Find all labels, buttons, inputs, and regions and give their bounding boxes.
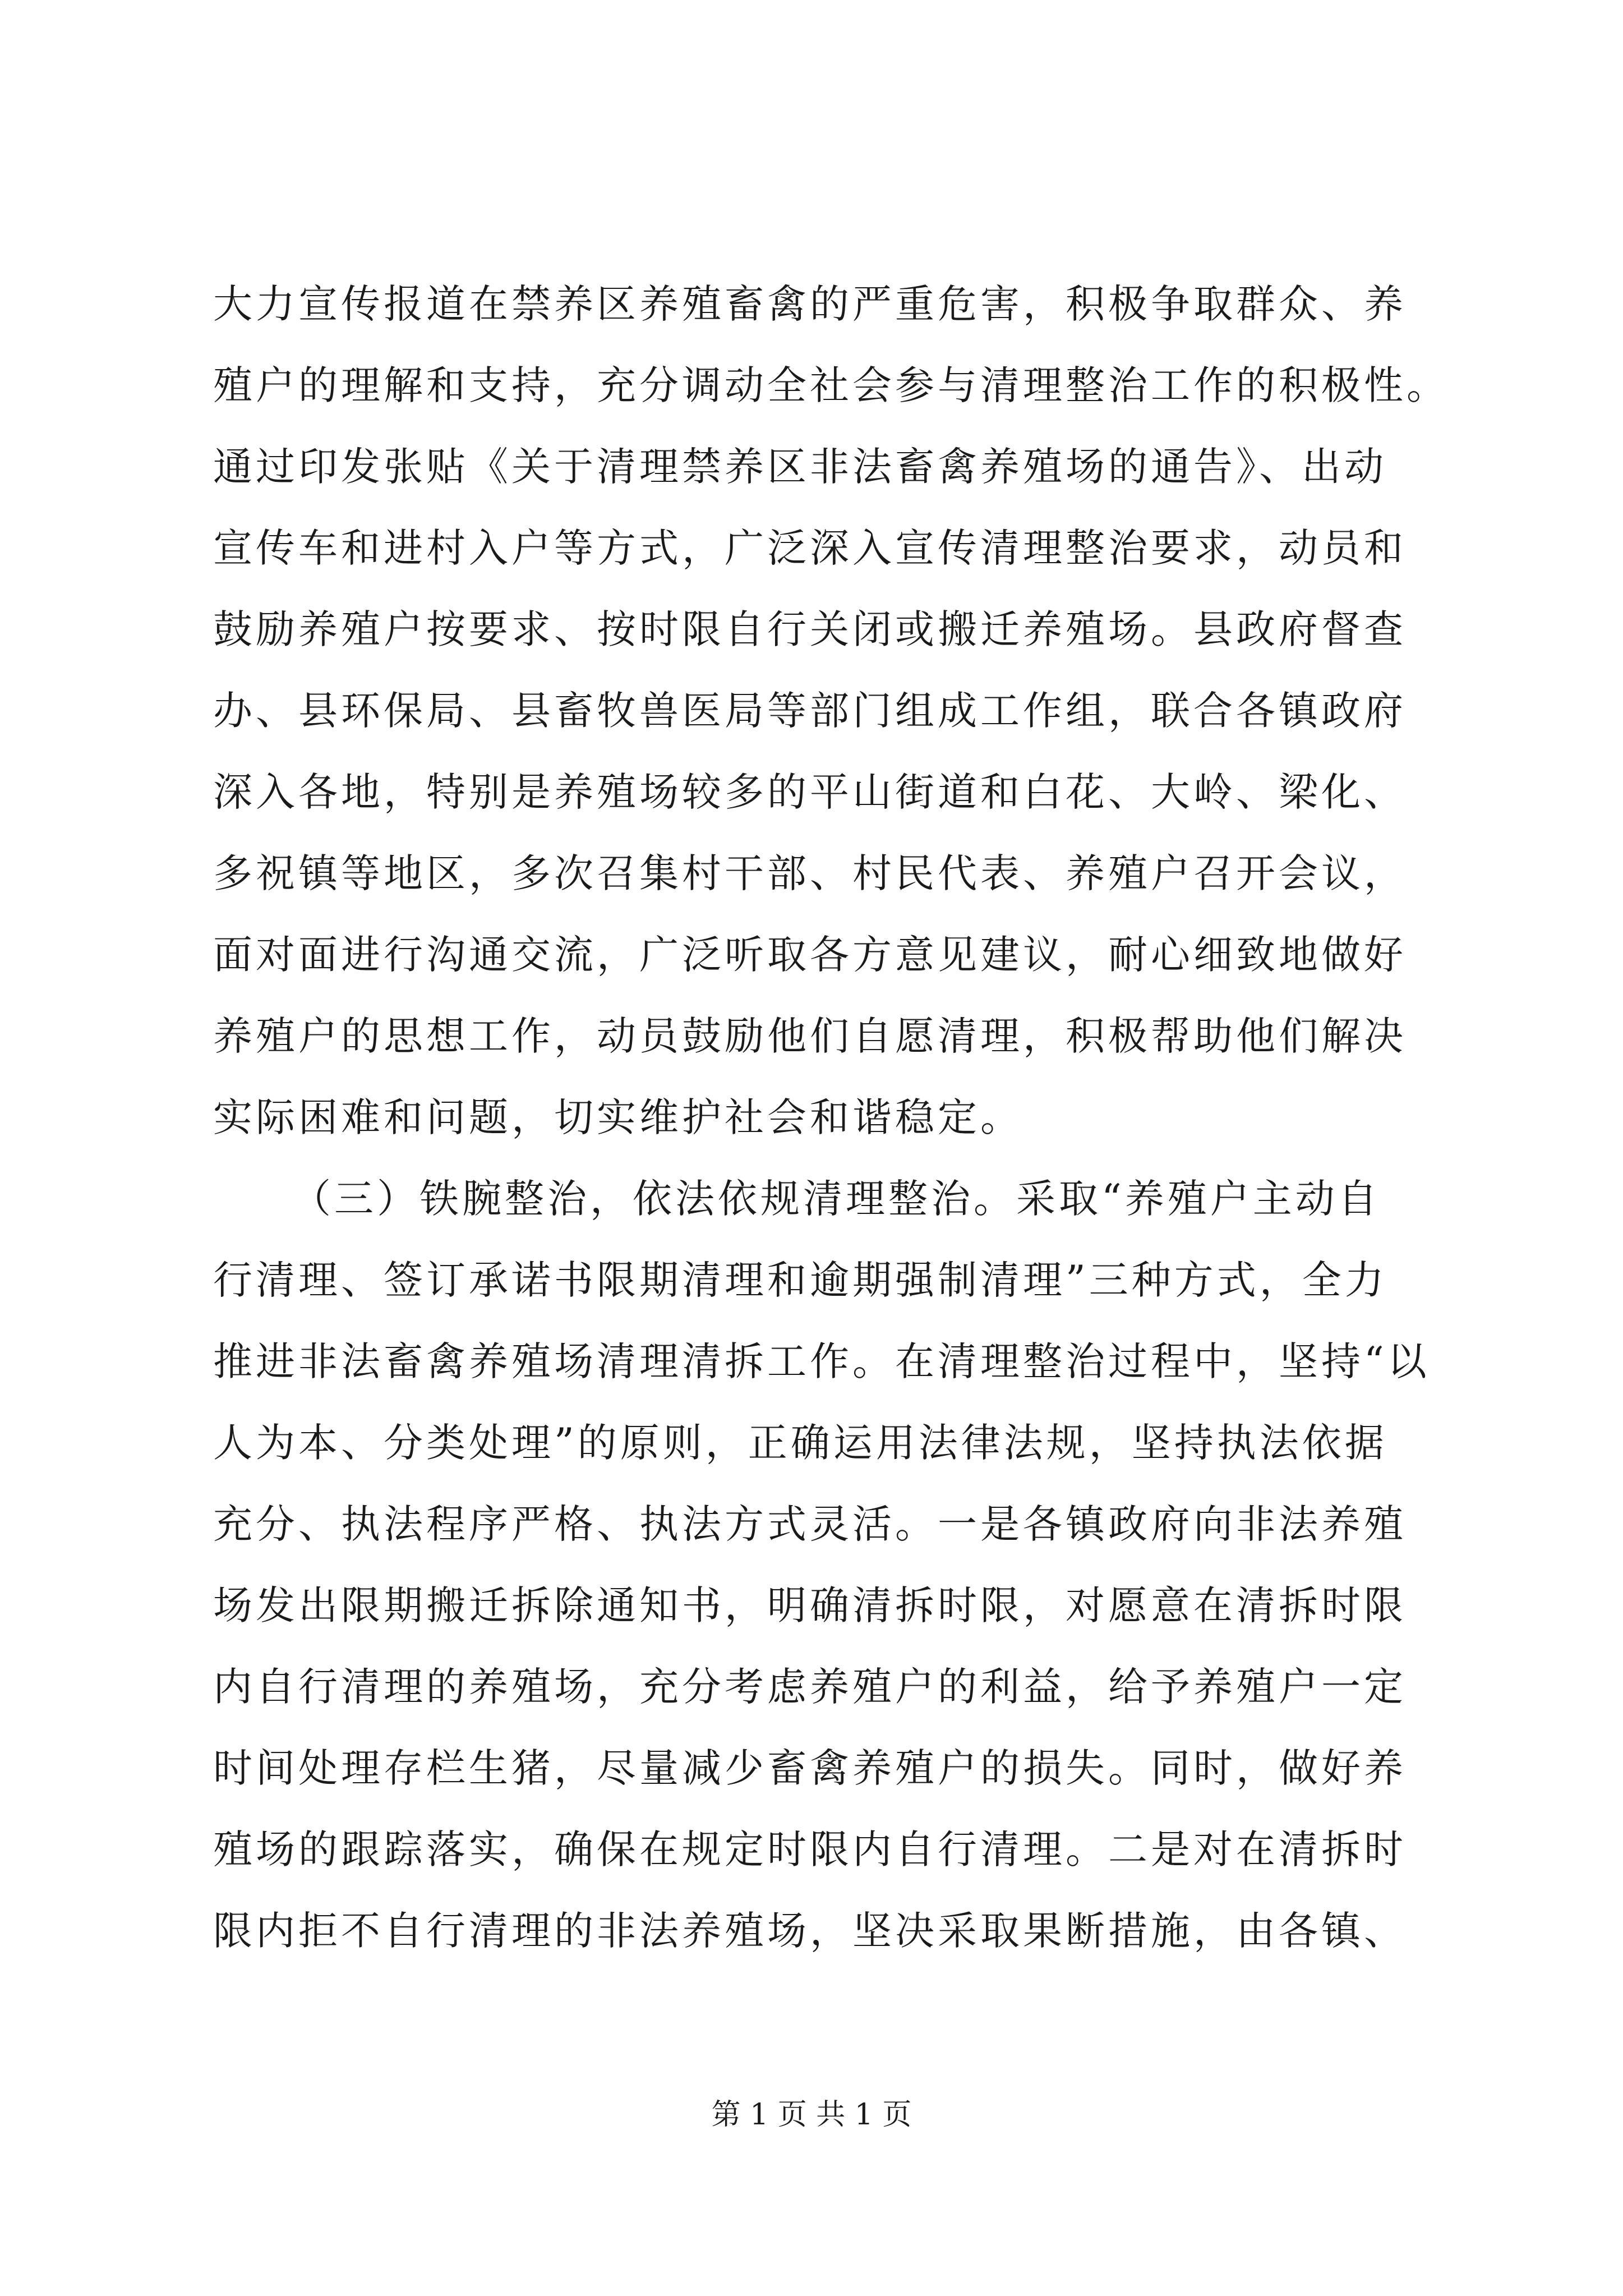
text-line: 时间处理存栏生猪，尽量减少畜禽养殖户的损失。同时，做好养 <box>213 1745 1407 1791</box>
text-line: 限内拒不自行清理的非法养殖场，坚决采取果断措施，由各镇、 <box>213 1908 1407 1954</box>
text-line: 深入各地，特别是养殖场较多的平山街道和白花、大岭、梁化、 <box>213 769 1407 815</box>
text-line: 内自行清理的养殖场，充分考虑养殖户的利益，给予养殖户一定 <box>213 1664 1407 1710</box>
text-line: 办、县环保局、县畜牧兽医局等部门组成工作组，联合各镇政府 <box>213 688 1407 734</box>
text-line: 实际困难和问题，切实维护社会和谐稳定。 <box>213 1094 1023 1140</box>
text-line: 推进非法畜禽养殖场清理清拆工作。在清理整治过程中，坚持“以 <box>213 1338 1430 1384</box>
text-line: 宣传车和进村入户等方式，广泛深入宣传清理整治要求，动员和 <box>213 525 1407 571</box>
text-line: 养殖户的思想工作，动员鼓励他们自愿清理，积极帮助他们解决 <box>213 1013 1407 1059</box>
page-number-footer: 第 1 页 共 1 页 <box>711 2098 912 2132</box>
text-line: 多祝镇等地区，多次召集村干部、村民代表、养殖户召开会议， <box>213 850 1407 896</box>
text-line: 殖户的理解和支持，充分调动全社会参与清理整治工作的积极性。 <box>213 362 1449 408</box>
text-line: 面对面进行沟通交流，广泛听取各方意见建议，耐心细致地做好 <box>213 932 1407 978</box>
text-line: 鼓励养殖户按要求、按时限自行关闭或搬迁养殖场。县政府督查 <box>213 606 1407 652</box>
text-line: 人为本、分类处理”的原则，正确运用法律法规，坚持执法依据 <box>213 1420 1387 1466</box>
text-line: 大力宣传报道在禁养区养殖畜禽的严重危害，积极争取群众、养 <box>213 281 1407 327</box>
text-line: 充分、执法程序严格、执法方式灵活。一是各镇政府向非法养殖 <box>213 1501 1407 1547</box>
text-line: 殖场的跟踪落实，确保在规定时限内自行清理。二是对在清拆时 <box>213 1826 1407 1872</box>
text-line: 通过印发张贴《关于清理禁养区非法畜禽养殖场的通告》、出动 <box>213 444 1387 490</box>
document-body <box>213 264 1449 1972</box>
text-line: 行清理、签订承诺书限期清理和逾期强制清理”三种方式，全力 <box>213 1257 1387 1303</box>
section-heading-line: （三）铁腕整治，依法依规清理整治。采取“养殖户主动自 <box>292 1176 1381 1222</box>
text-line: 场发出限期搬迁拆除通知书，明确清拆时限，对愿意在清拆时限 <box>213 1582 1407 1628</box>
